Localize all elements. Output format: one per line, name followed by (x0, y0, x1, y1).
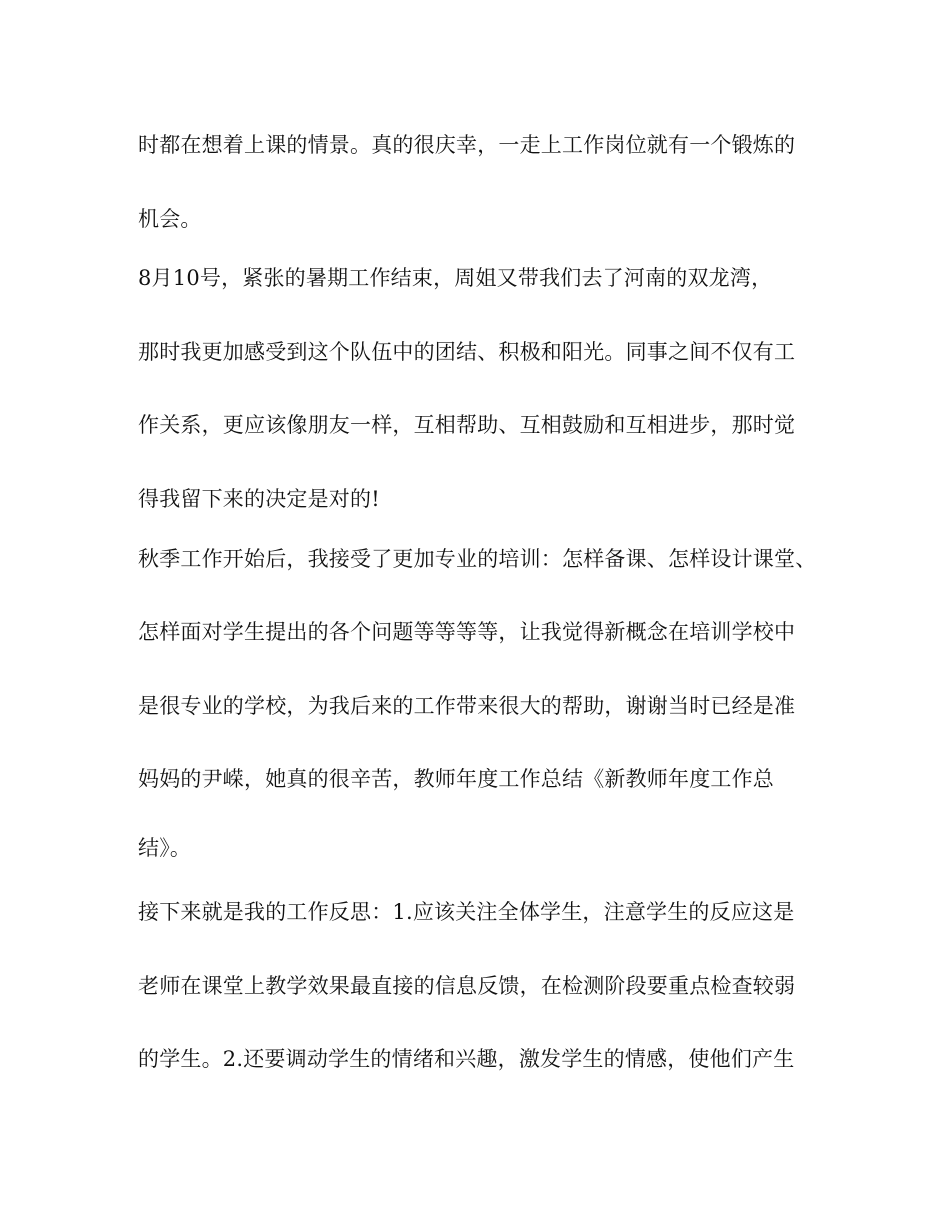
text-line: 怎样面对学生提出的各个问题等等等等，让我觉得新概念在培训学校中 (138, 620, 796, 644)
text-line: 8月10号，紧张的暑期工作结束，周姐又带我们去了河南的双龙湾， (138, 266, 773, 290)
text-line: 的学生。2.还要调动学生的情绪和兴趣，激发学生的情感，使他们产生 (138, 1047, 795, 1071)
text-line: 作关系，更应该像朋友一样，互相帮助、互相鼓励和互相进步，那时觉 (138, 413, 796, 437)
text-line: 秋季工作开始后，我接受了更加专业的培训：怎样备课、怎样设计课堂、 (138, 547, 817, 571)
text-line: 是很专业的学校，为我后来的工作带来很大的帮助，谢谢当时已经是准 (138, 694, 796, 718)
text-line: 那时我更加感受到这个队伍中的团结、积极和阳光。同事之间不仅有工 (138, 340, 796, 364)
text-line: 时都在想着上课的情景。真的很庆幸，一走上工作岗位就有一个锻炼的 (138, 133, 796, 157)
text-line: 接下来就是我的工作反思：1.应该关注全体学生，注意学生的反应这是 (138, 900, 795, 924)
text-line: 妈妈的尹嵘，她真的很辛苦，教师年度工作总结《新教师年度工作总 (138, 767, 774, 791)
text-line: 结》。 (138, 836, 192, 860)
text-line: 老师在课堂上教学效果最直接的信息反馈，在检测阶段要重点检查较弱 (138, 974, 796, 998)
text-line: 得我留下来的决定是对的! (138, 487, 380, 511)
text-line: 机会。 (138, 207, 202, 231)
